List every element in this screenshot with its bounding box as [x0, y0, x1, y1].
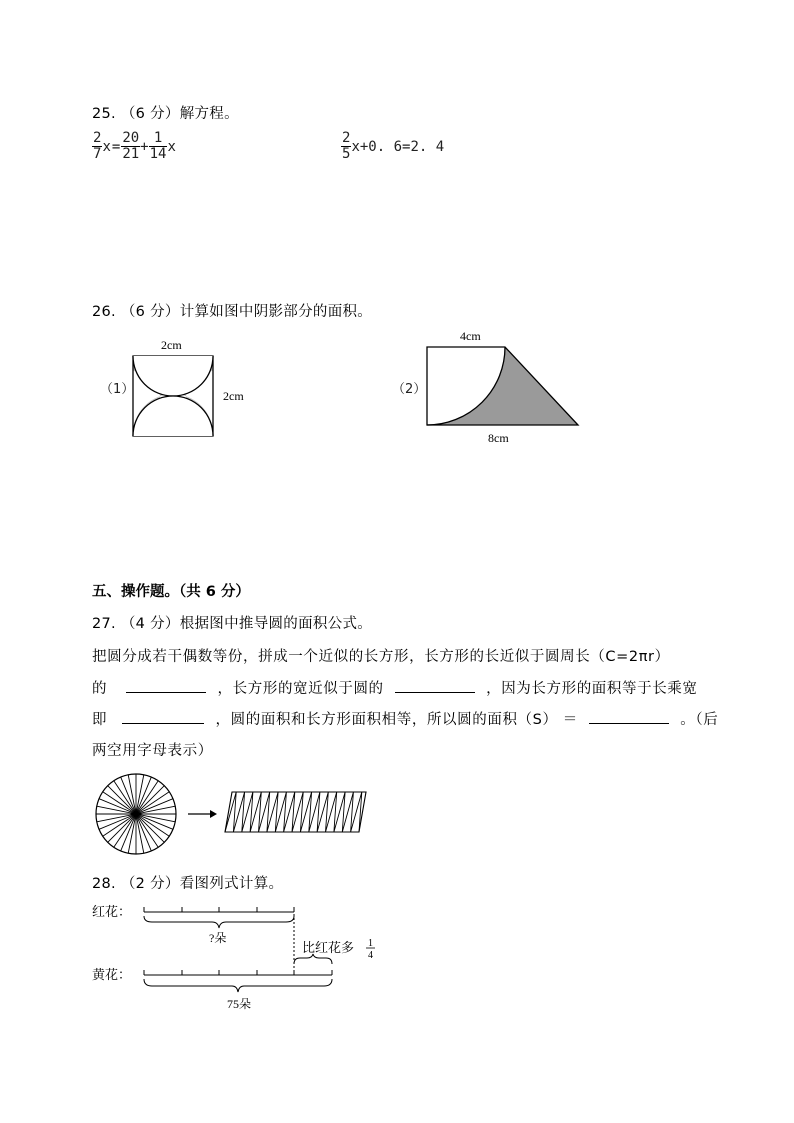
figure-1-square-semicircles [125, 332, 255, 442]
text: 的 [92, 681, 108, 697]
fraction-denominator: 14 [149, 146, 167, 162]
fraction-numerator: 1 [368, 938, 373, 949]
fraction-numerator: 1 [153, 130, 163, 146]
fraction-denominator: 5 [342, 146, 351, 162]
equation-rest: x+0. 6=2. 4 [351, 138, 445, 155]
q27-line1: 把圆分成若干偶数等份，拼成一个近似的长方形，长方形的长近似于圆周长（C=2πr） [92, 649, 670, 665]
q28-title: 28. （2 分）看图列式计算。 [92, 876, 284, 892]
fraction-denominator: 7 [93, 146, 102, 162]
fraction-2-5 [341, 131, 351, 162]
answer-blank-2[interactable] [395, 680, 475, 693]
q25-title: 25. （6 分）解方程。 [92, 106, 239, 122]
arrow-icon [210, 810, 217, 818]
fraction-2-7 [92, 131, 102, 162]
q27-title: 27. （4 分）根据图中推导圆的面积公式。 [92, 616, 373, 632]
red-quantity: ?朵 [209, 931, 227, 945]
more-than-red-label: 比红花多 [302, 940, 355, 955]
yellow-brace [144, 979, 332, 992]
yellow-segment-ticks [144, 970, 332, 975]
figure-line-segment-diagram [92, 900, 392, 1018]
extra-brace [294, 954, 332, 964]
approximate-rectangle [225, 792, 366, 832]
fraction-denominator: 4 [368, 950, 373, 961]
figure-2-trapezoid-quarter-circle [420, 326, 590, 448]
text: ，长方形的宽近似于圆的 [217, 681, 384, 697]
section5-title: 五、操作题。（共 6 分） [92, 584, 250, 600]
text: 即 [92, 712, 108, 728]
fraction-numerator: 20 [122, 130, 140, 146]
text: ，因为长方形的面积等于长乘宽 [486, 681, 698, 697]
sector-zigzag [225, 792, 362, 832]
top-semicircle [133, 356, 213, 396]
yellow-flower-label: 黄花： [92, 967, 132, 982]
fig1-right-label: 2cm [223, 389, 244, 403]
fraction-numerator: 2 [93, 130, 102, 146]
figure-circle-to-rectangle [92, 770, 372, 860]
fraction-1-14 [149, 131, 168, 162]
red-flower-label: 红花： [92, 904, 132, 919]
yellow-quantity: 75朵 [227, 997, 252, 1011]
answer-blank-1[interactable] [126, 680, 206, 693]
fraction-numerator: 2 [342, 130, 351, 146]
plus-sign: + [140, 138, 149, 155]
shaded-region [427, 347, 578, 425]
fig1-top-label: 2cm [161, 338, 182, 352]
variable-x: x [167, 138, 176, 155]
red-segment-ticks [144, 907, 294, 912]
equals-sign: = [111, 138, 121, 155]
fraction-denominator: 21 [122, 146, 140, 162]
fig1-label: （1） [100, 382, 135, 397]
q26-title: 26. （6 分）计算如图中阴影部分的面积。 [92, 304, 373, 320]
fig2-label: （2） [392, 382, 427, 397]
fig2-bottom-label: 8cm [488, 431, 509, 445]
q27-line4: 两空用字母表示） [92, 743, 213, 759]
answer-blank-4[interactable] [589, 711, 669, 724]
bottom-semicircle [133, 396, 213, 436]
q27-line2 [92, 677, 698, 698]
fraction-20-21 [121, 131, 140, 162]
q27-line3 [92, 708, 718, 729]
variable-x: x [102, 138, 111, 155]
text: 。（后 [680, 712, 719, 728]
q25-equation-2 [341, 131, 444, 162]
circle-sector-lines [96, 774, 176, 854]
q25-equation-1 [92, 131, 176, 162]
text: ，圆的面积和长方形面积相等，所以圆的面积（S） ＝ [215, 712, 578, 728]
answer-blank-3[interactable] [122, 711, 204, 724]
red-brace [144, 916, 294, 928]
fig2-top-label: 4cm [460, 329, 481, 343]
